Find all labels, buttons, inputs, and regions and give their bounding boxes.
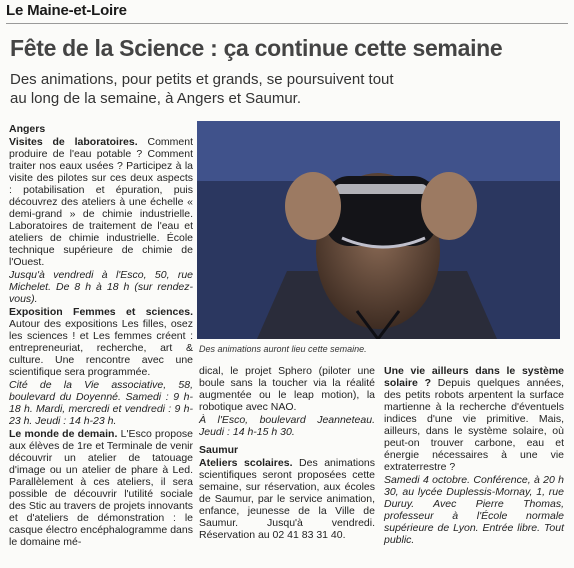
item-text: Depuis quelques années, des petits robots arpentent la surface martienne à la recherche d'éventuels indices d'une vie primitive. Mais, ailleurs, dans le système solaire, où peut-on trouver carbone, eau et énergie nécessaires à une vie extraterrestre ?	[384, 377, 565, 473]
item-vie-ailleurs	[384, 365, 564, 473]
item-info: Jusqu'à vendredi à l'Esco, 50, rue Michelet. De 8 h à 18 h (sur rendez-vous).	[9, 269, 193, 305]
item-monde-de-demain	[9, 428, 193, 548]
article-photo	[197, 121, 560, 339]
article-column-2	[199, 365, 375, 542]
city-heading-saumur: Saumur	[199, 444, 239, 456]
item-text: Des animations scientifiques seront proposées cette semaine, sur réservation, aux écoles de Saumur, par le service animation, enfance, jeunesse de la Ville de Saumur. Jusqu'à vendredi. Réservation au 02 41 83 31 40.	[199, 457, 375, 541]
section-title: Le Maine-et-Loire	[6, 2, 127, 19]
item-laboratoires	[9, 136, 193, 268]
item-text: Autour des expositions Les filles, osez les sciences ! et Les femmes créent : entrepreneuriat, recherche, art & culture. Une rencontre avec une scientifique sera programmée.	[9, 318, 193, 378]
item-info: À l'Esco, boulevard Jeanneteau. Jeudi : 14 h-15 h 30.	[199, 414, 375, 438]
item-heading: Exposition Femmes et sciences.	[9, 306, 193, 318]
item-heading: Le monde de demain.	[9, 428, 118, 440]
vr-headset-photo-illustration	[197, 121, 560, 339]
item-ateliers-scolaires	[199, 457, 375, 541]
item-exposition	[9, 306, 193, 378]
section-divider	[6, 23, 568, 24]
item-heading: Une vie ailleurs dans le système solaire ?	[384, 365, 564, 389]
item-continuation: dical, le projet Sphero (piloter une boule sans la toucher via la réalité augmentée ou le leap motion), la robotique avec NAO.	[199, 365, 375, 413]
item-text: L'Esco propose aux élèves de 1re et Terminale de venir découvrir un atelier de tatouage d'image ou un atelier de phare à Led. Parallèlement à ces ateliers, il sera possible de découvrir l'utilité sociale des Stic au travers de projets innovants et d'ateliers de démonstration : le casque électro encéphalogramme dans le domaine mé-	[9, 428, 193, 548]
article-standfirst: Des animations, pour petits et grands, se poursuivent tout au long de la semaine, à Angers et Saumur.	[10, 71, 394, 107]
item-heading: Visites de laboratoires.	[9, 136, 138, 148]
article-column-1	[9, 123, 193, 549]
item-info: Cité de la Vie associative, 58, boulevard du Doyenné. Samedi : 9 h-18 h. Mardi, mercredi et vendredi : 9 h-23 h. Jeudi : 14 h-23 h.	[9, 379, 193, 427]
item-text: Comment produire de l'eau potable ? Comment traiter nos eaux usées ? Participez à la visite des pilotes sur ces deux aspects : potabilisation et épuration, puis découvrez des ateliers à une échelle « demi-grand » de chimie industrielle. Laboratoires de traitement de l'eau et ateliers de chimie industrielle. École technique supérieure de chimie de l'Ouest.	[9, 136, 193, 268]
item-heading: Ateliers scolaires.	[199, 457, 293, 469]
photo-caption: Des animations auront lieu cette semaine.	[199, 344, 367, 354]
item-info: Samedi 4 octobre. Conférence, à 20 h 30, au lycée Duplessis-Mornay, 1, rue Duruy. Avec Pierre Thomas, professeur à l'École normale supérieure de Lyon. Entrée libre. Tout public.	[384, 474, 564, 546]
article-headline: Fête de la Science : ça continue cette semaine	[10, 35, 503, 61]
article-column-3	[384, 365, 564, 547]
city-heading-angers: Angers	[9, 123, 46, 135]
